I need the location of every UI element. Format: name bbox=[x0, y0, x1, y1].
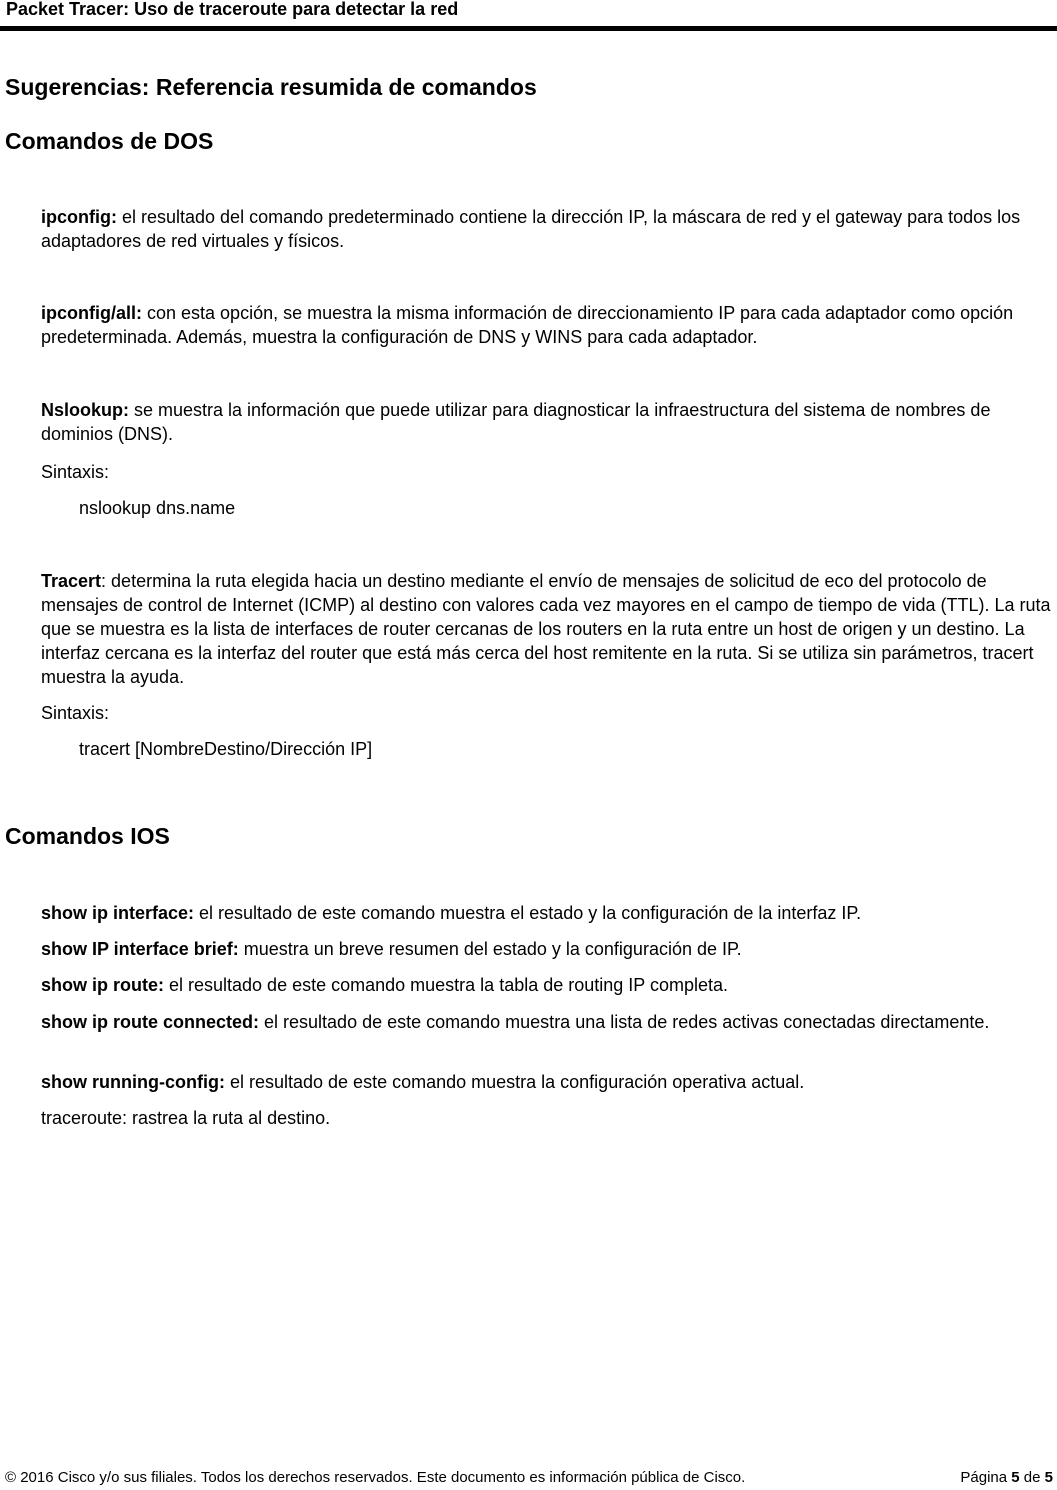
command-term: show ip interface: bbox=[41, 903, 195, 923]
section-title-quick-reference: Sugerencias: Referencia resumida de comandos bbox=[5, 74, 537, 100]
tracert-syntax-label: Sintaxis: bbox=[41, 703, 110, 723]
command-description: el resultado de este comando muestra el estado y la configuración de la interfaz IP. bbox=[194, 903, 862, 923]
command-term: show ip route: bbox=[41, 975, 164, 995]
command-description: el resultado de este comando muestra la configuración operativa actual. bbox=[224, 1072, 805, 1092]
ios-show-ip-interface-entry bbox=[41, 901, 1053, 925]
section-title-dos-commands: Comandos de DOS bbox=[5, 128, 214, 154]
page-total: 5 bbox=[1044, 1469, 1053, 1486]
dos-ipconfig-entry bbox=[41, 205, 1053, 253]
nslookup-syntax-label: Sintaxis: bbox=[41, 462, 110, 482]
command-term: Tracert bbox=[41, 571, 102, 591]
page-current: 5 bbox=[1011, 1469, 1020, 1486]
command-term: show IP interface brief: bbox=[41, 939, 239, 959]
command-description: el resultado del comando predeterminado contiene la dirección IP, la máscara de red y el gateway para todos los adaptadores de red virtuales y físicos. bbox=[41, 207, 1021, 251]
dos-tracert-entry bbox=[41, 569, 1053, 689]
command-description: con esta opción, se muestra la misma información de direccionamiento IP para cada adaptador como opción predeterminada. Además, muestra la configuración de DNS y WINS para cada adaptador. bbox=[41, 303, 1014, 347]
command-description: el resultado de este comando muestra una lista de redes activas conectadas directamente. bbox=[259, 1012, 990, 1032]
ios-show-ip-route-entry bbox=[41, 973, 1053, 997]
command-description: se muestra la información que puede utilizar para diagnosticar la infraestructura del sistema de nombres de dominios (DNS). bbox=[41, 400, 991, 444]
header-divider bbox=[0, 26, 1057, 31]
nslookup-syntax: nslookup dns.name bbox=[79, 498, 236, 518]
dos-ipconfig-all-entry bbox=[41, 301, 1053, 349]
command-term: ipconfig/all: bbox=[41, 303, 142, 323]
command-description: muestra un breve resumen del estado y la configuración de IP. bbox=[238, 939, 742, 959]
ios-show-running-config-entry bbox=[41, 1070, 1053, 1094]
command-description: el resultado de este comando muestra la tabla de routing IP completa. bbox=[164, 975, 729, 995]
section-title-ios-commands: Comandos IOS bbox=[5, 823, 170, 849]
footer-page-number bbox=[960, 1469, 1053, 1487]
page-label: Página bbox=[960, 1469, 1008, 1486]
dos-nslookup-entry bbox=[41, 398, 1053, 446]
ios-show-ip-route-connected-entry bbox=[41, 1010, 1053, 1034]
footer-copyright: © 2016 Cisco y/o sus filiales. Todos los derechos reservados. Este documento es información pública de Cisco. bbox=[5, 1469, 746, 1486]
ios-show-ip-interface-brief-entry bbox=[41, 937, 1053, 961]
command-term: show running-config: bbox=[41, 1072, 225, 1092]
ios-traceroute-entry: traceroute: rastrea la ruta al destino. bbox=[41, 1108, 331, 1128]
command-term: show ip route connected: bbox=[41, 1012, 260, 1032]
page-separator: de bbox=[1023, 1469, 1041, 1486]
command-term: ipconfig: bbox=[41, 207, 117, 227]
command-term: Nslookup: bbox=[41, 400, 129, 420]
tracert-syntax: tracert [NombreDestino/Dirección IP] bbox=[79, 739, 373, 759]
command-description: : determina la ruta elegida hacia un destino mediante el envío de mensajes de solicitud de eco del protocolo de mensajes de control de Internet (ICMP) al destino con valores cada vez mayores en el campo de tiempo de vida (TTL). La ruta que se muestra es la lista de interfaces de router cercanas de los routers en la ruta entre un host de origen y un destino. La interfaz cercana es la interfaz del router que está más cerca del host remitente en la ruta. Si se utiliza sin parámetros, tracert muestra la ayuda. bbox=[41, 571, 1051, 687]
document-header-title: Packet Tracer: Uso de traceroute para detectar la red bbox=[6, 0, 459, 19]
